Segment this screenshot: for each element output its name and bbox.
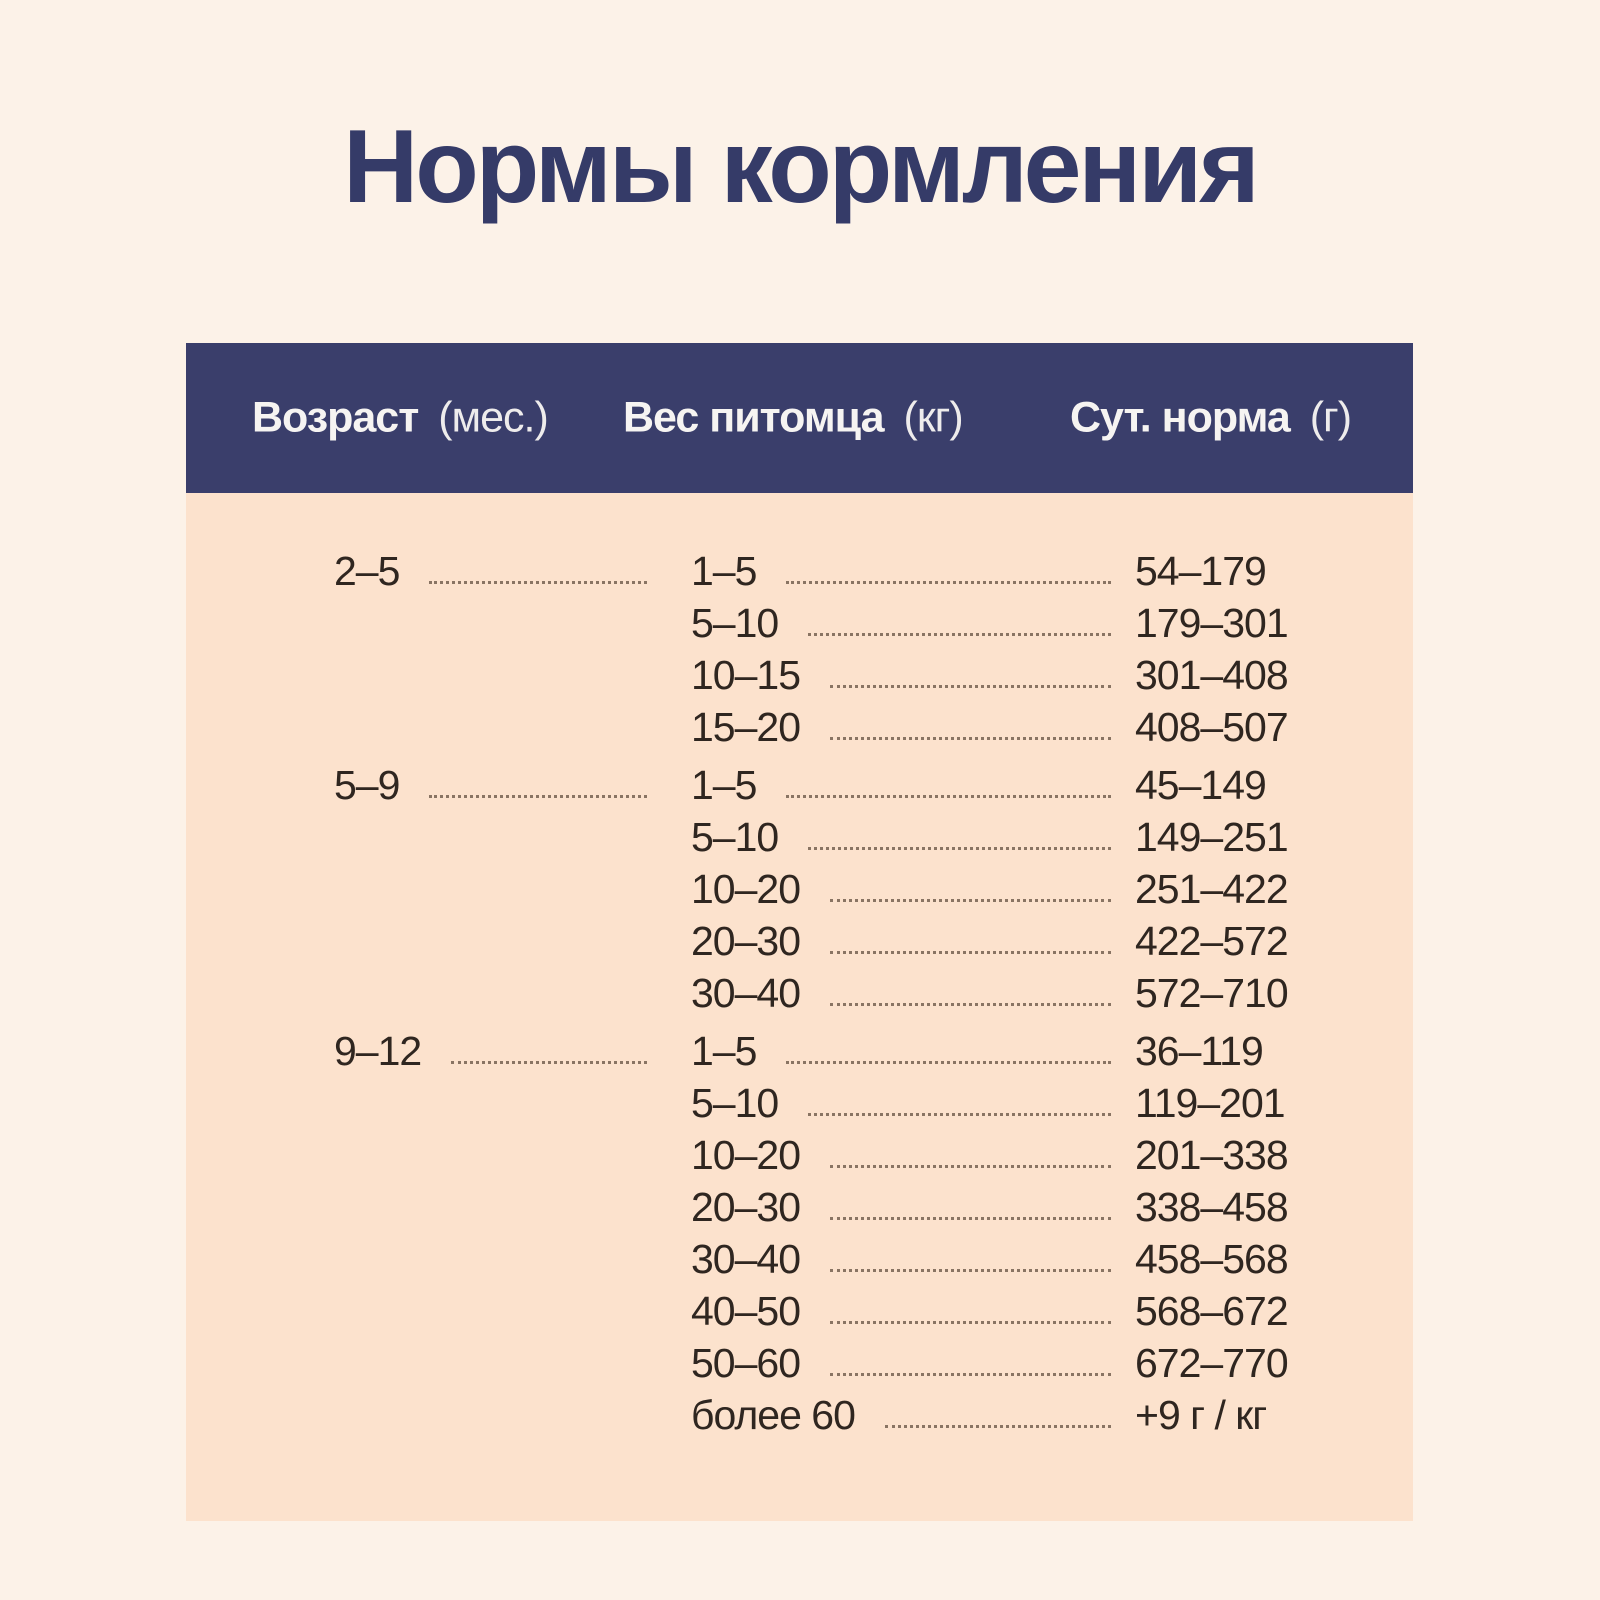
age-cell xyxy=(334,548,651,595)
table-row xyxy=(186,811,1413,863)
weight-value: 5–10 xyxy=(691,813,779,860)
weight-cell xyxy=(691,1340,1115,1387)
header-norm-unit: (г) xyxy=(1309,393,1352,442)
dotted-leader xyxy=(808,847,1111,850)
header-age-label: Возраст xyxy=(252,393,419,442)
weight-value: 20–30 xyxy=(691,917,801,964)
header-age-column xyxy=(252,394,548,443)
age-value: 2–5 xyxy=(334,547,400,594)
weight-value: 30–40 xyxy=(691,1235,801,1282)
age-cell xyxy=(334,1362,651,1365)
norm-value: 45–149 xyxy=(1135,761,1266,808)
age-cell xyxy=(334,992,651,995)
weight-cell xyxy=(691,548,1115,595)
norm-value: 672–770 xyxy=(1135,1339,1288,1386)
dotted-leader xyxy=(830,1003,1111,1006)
dotted-leader xyxy=(830,899,1111,902)
age-cell xyxy=(334,940,651,943)
weight-cell xyxy=(691,1392,1115,1439)
age-value: 5–9 xyxy=(334,761,400,808)
weight-value: более 60 xyxy=(691,1391,855,1438)
table-row xyxy=(186,1025,1413,1077)
weight-cell xyxy=(691,704,1115,751)
norm-value: 179–301 xyxy=(1135,599,1288,646)
dotted-leader xyxy=(808,1113,1111,1116)
weight-cell xyxy=(691,1288,1115,1335)
dotted-leader xyxy=(830,1321,1111,1324)
weight-value: 5–10 xyxy=(691,1079,779,1126)
age-cell xyxy=(334,1310,651,1313)
table-body xyxy=(186,493,1413,1521)
age-cell xyxy=(334,674,651,677)
dotted-leader xyxy=(830,1165,1111,1168)
weight-cell xyxy=(691,652,1115,699)
dotted-leader xyxy=(786,581,1111,584)
weight-cell xyxy=(691,814,1115,861)
dotted-leader xyxy=(429,795,647,798)
norm-value: 568–672 xyxy=(1135,1287,1288,1334)
age-cell xyxy=(334,836,651,839)
table-row xyxy=(186,1337,1413,1389)
dotted-leader xyxy=(451,1061,647,1064)
age-cell xyxy=(334,1206,651,1209)
weight-value: 10–15 xyxy=(691,651,801,698)
dotted-leader xyxy=(830,1373,1111,1376)
table-row xyxy=(186,1129,1413,1181)
table-row xyxy=(186,1233,1413,1285)
table-row xyxy=(186,1285,1413,1337)
weight-cell xyxy=(691,1184,1115,1231)
norm-value: 301–408 xyxy=(1135,651,1288,698)
table-row xyxy=(186,759,1413,811)
table-row xyxy=(186,1181,1413,1233)
table-row xyxy=(186,701,1413,753)
age-value: 9–12 xyxy=(334,1027,422,1074)
norm-value: 119–201 xyxy=(1135,1079,1285,1126)
weight-value: 40–50 xyxy=(691,1287,801,1334)
table-row xyxy=(186,967,1413,1019)
dotted-leader xyxy=(786,795,1111,798)
age-cell xyxy=(334,1102,651,1105)
weight-value: 30–40 xyxy=(691,969,801,1016)
dotted-leader xyxy=(830,685,1111,688)
norm-value: 201–338 xyxy=(1135,1131,1288,1178)
weight-value: 1–5 xyxy=(691,761,757,808)
dotted-leader xyxy=(885,1425,1111,1428)
age-cell xyxy=(334,762,651,809)
table-row xyxy=(186,1077,1413,1129)
header-norm-column xyxy=(1070,394,1351,443)
age-cell xyxy=(334,622,651,625)
dotted-leader xyxy=(830,1269,1111,1272)
norm-value: 338–458 xyxy=(1135,1183,1288,1230)
age-cell xyxy=(334,1414,651,1417)
norm-value: 572–710 xyxy=(1135,969,1288,1016)
table-row xyxy=(186,597,1413,649)
weight-cell xyxy=(691,762,1115,809)
dotted-leader xyxy=(830,1217,1111,1220)
age-cell xyxy=(334,1028,651,1075)
weight-cell xyxy=(691,1132,1115,1179)
weight-cell xyxy=(691,918,1115,965)
norm-value: 408–507 xyxy=(1135,703,1288,750)
weight-value: 20–30 xyxy=(691,1183,801,1230)
weight-value: 5–10 xyxy=(691,599,779,646)
table-row xyxy=(186,915,1413,967)
dotted-leader xyxy=(429,581,647,584)
table-row xyxy=(186,863,1413,915)
norm-value: 251–422 xyxy=(1135,865,1288,912)
table-row xyxy=(186,545,1413,597)
dotted-leader xyxy=(808,633,1111,636)
age-cell xyxy=(334,726,651,729)
dotted-leader xyxy=(786,1061,1111,1064)
weight-cell xyxy=(691,866,1115,913)
dotted-leader xyxy=(830,951,1111,954)
weight-value: 1–5 xyxy=(691,547,757,594)
norm-value: +9 г / кг xyxy=(1135,1391,1267,1438)
dotted-leader xyxy=(830,737,1111,740)
header-norm-label: Сут. норма xyxy=(1070,393,1290,442)
feeding-norms-table xyxy=(186,343,1413,1521)
header-weight-label: Вес питомца xyxy=(623,393,884,442)
header-weight-unit: (кг) xyxy=(903,393,963,442)
weight-cell xyxy=(691,600,1115,647)
weight-value: 50–60 xyxy=(691,1339,801,1386)
table-header-bar xyxy=(186,343,1413,493)
table-row xyxy=(186,1389,1413,1441)
weight-cell xyxy=(691,1028,1115,1075)
weight-value: 10–20 xyxy=(691,865,801,912)
norm-value: 458–568 xyxy=(1135,1235,1288,1282)
age-cell xyxy=(334,1258,651,1261)
weight-value: 1–5 xyxy=(691,1027,757,1074)
norm-value: 54–179 xyxy=(1135,547,1266,594)
age-cell xyxy=(334,888,651,891)
weight-value: 15–20 xyxy=(691,703,801,750)
age-cell xyxy=(334,1154,651,1157)
weight-cell xyxy=(691,1236,1115,1283)
norm-value: 36–119 xyxy=(1135,1027,1263,1074)
norm-value: 422–572 xyxy=(1135,917,1288,964)
page-title: Нормы кормления xyxy=(343,109,1257,225)
norm-value: 149–251 xyxy=(1135,813,1288,860)
header-weight-column xyxy=(623,394,963,443)
weight-cell xyxy=(691,1080,1115,1127)
weight-value: 10–20 xyxy=(691,1131,801,1178)
table-row xyxy=(186,649,1413,701)
weight-cell xyxy=(691,970,1115,1017)
header-age-unit: (мес.) xyxy=(438,393,548,442)
